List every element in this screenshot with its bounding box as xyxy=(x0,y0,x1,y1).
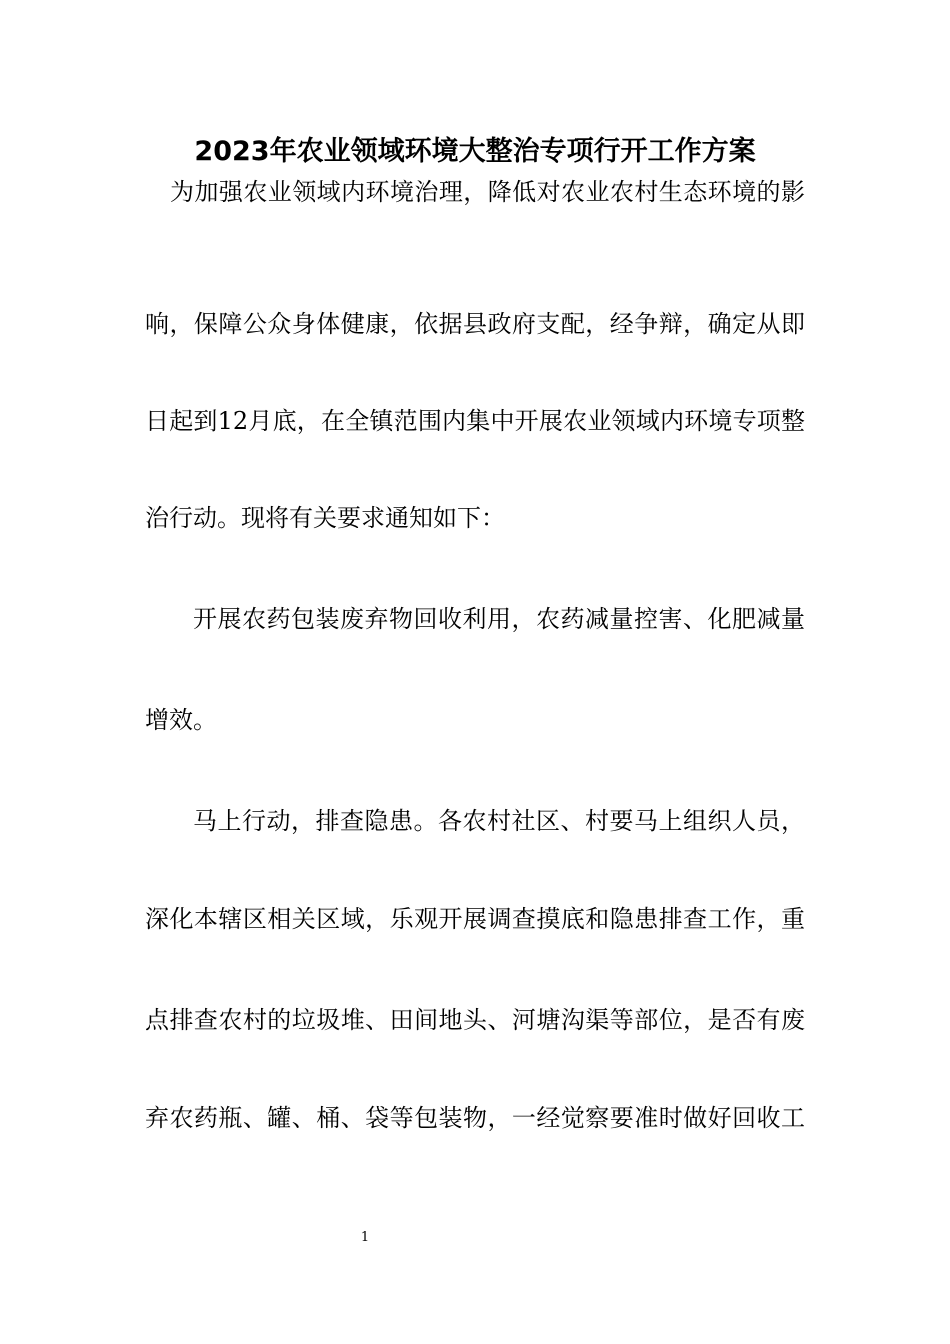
paragraph-line: 开展农药包装废弃物回收利用，农药减量控害、化肥减量 xyxy=(193,605,805,633)
paragraph-line: 深化本辖区相关区域，乐观开展调查摸底和隐患排查工作，重 xyxy=(145,905,805,933)
paragraph-line: 响，保障公众身体健康，依据县政府支配，经争辩，确定从即 xyxy=(145,310,805,338)
paragraph-line: 弃农药瓶、罐、桶、袋等包装物，一经觉察要准时做好回收工 xyxy=(145,1104,805,1132)
paragraph-line: 点排查农村的垃圾堆、田间地头、河塘沟渠等部位，是否有废 xyxy=(145,1006,805,1034)
page-number: 1 xyxy=(360,1230,370,1245)
paragraph-line: 增效。 xyxy=(145,706,217,734)
paragraph-line: 日起到12月底，在全镇范围内集中开展农业领域内环境专项整 xyxy=(145,407,805,435)
document-title: 2023年农业领域环境大整治专项行开工作方案 xyxy=(194,136,756,167)
paragraph-line: 治行动。现将有关要求通知如下： xyxy=(145,504,505,532)
paragraph-line: 为加强农业领域内环境治理，降低对农业农村生态环境的影 xyxy=(170,178,805,206)
paragraph-line: 马上行动，排查隐患。各农村社区、村要马上组织人员， xyxy=(193,807,805,835)
